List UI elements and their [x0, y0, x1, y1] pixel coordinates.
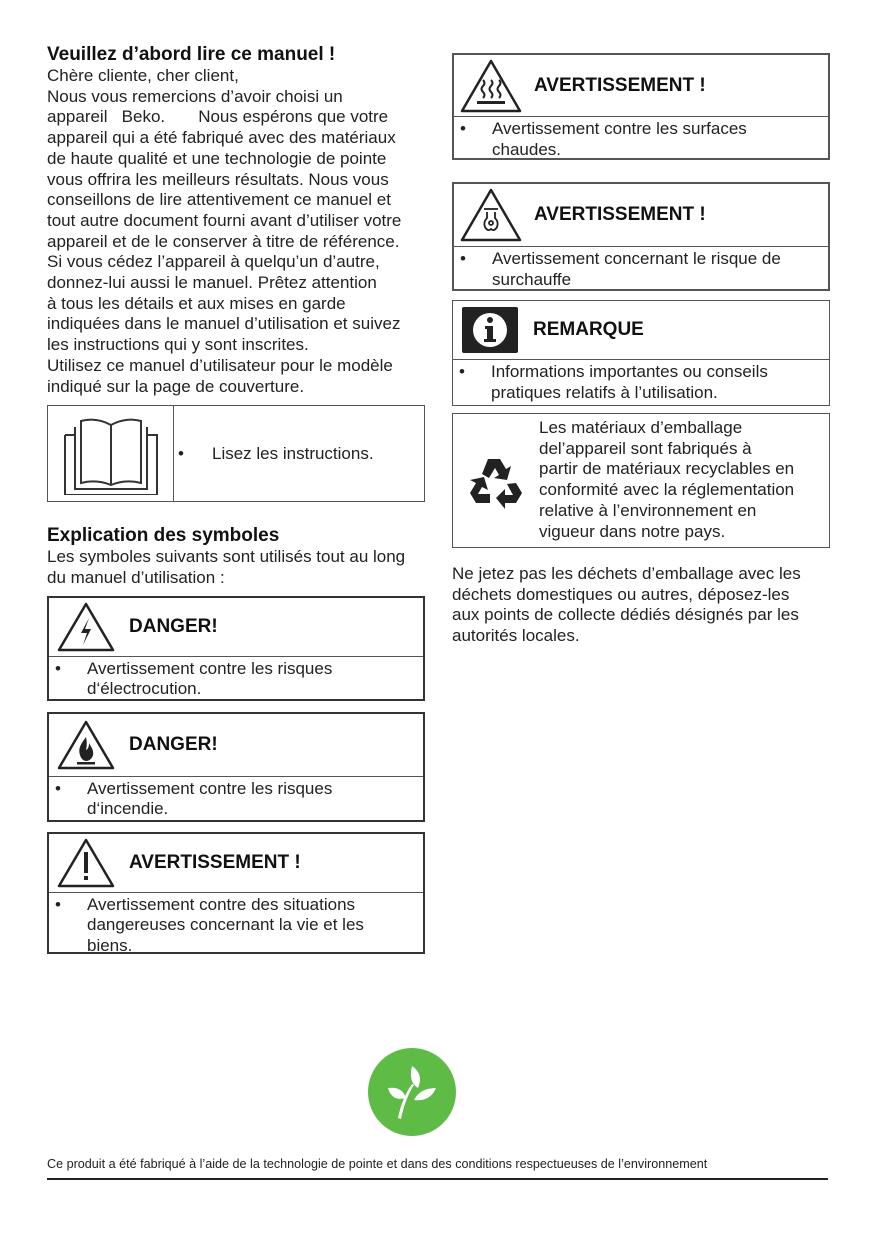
danger-fire-title: DANGER! — [129, 733, 218, 755]
intro-line: les instructions qui y sont inscrites. — [47, 335, 309, 355]
open-book-icon — [48, 406, 174, 501]
danger-fire-box — [47, 712, 425, 822]
box-line: d‘électrocution. — [87, 679, 202, 699]
note-box — [452, 300, 830, 406]
box-line: dangereuses concernant la vie et les — [87, 915, 364, 935]
intro-line: appareil et de le conserver à titre de référence. — [47, 231, 400, 251]
overheat-warning-icon — [454, 184, 528, 246]
read-bullet: • — [178, 443, 184, 463]
box-line: Avertissement contre des situations — [87, 894, 356, 914]
symbols-line: du manuel d’utilisation : — [47, 567, 225, 587]
bullet: • — [55, 658, 61, 678]
recycle-line: vigueur dans notre pays. — [539, 521, 726, 541]
exclamation-warning-icon — [49, 834, 123, 892]
intro-line: Chère cliente, cher client, — [47, 66, 239, 85]
footer-divider — [47, 1178, 828, 1180]
box-line: biens. — [87, 935, 133, 955]
fire-hazard-icon — [49, 714, 123, 776]
intro-text — [47, 66, 425, 397]
box-line: Avertissement contre les surfaces — [492, 119, 747, 138]
hot-surface-icon — [454, 55, 528, 116]
disposal-text — [452, 564, 830, 647]
box-line: surchauffe — [492, 269, 572, 289]
recycle-line: Les matériaux d’emballage — [539, 418, 743, 437]
bullet: • — [55, 894, 61, 914]
recycle-box — [452, 413, 830, 548]
left-column — [47, 44, 425, 954]
danger-electric-box — [47, 596, 425, 701]
bullet: • — [459, 362, 465, 381]
warning-general-box — [47, 832, 425, 954]
box-line: Avertissement contre les risques — [87, 778, 333, 798]
disposal-line: aux points de collecte dédiés désignés par les — [452, 605, 799, 625]
read-instructions-text: Lisez les instructions. — [212, 443, 374, 463]
intro-line: donnez-lui aussi le manuel. Prêtez attention — [47, 273, 377, 293]
note-title: REMARQUE — [533, 319, 644, 340]
warning-general-title: AVERTISSEMENT ! — [129, 851, 301, 873]
recycle-line: relative à l’environnement en — [539, 500, 757, 520]
disposal-line: déchets domestiques ou autres, déposez-les — [452, 584, 790, 604]
disposal-line: autorités locales. — [452, 626, 580, 646]
symbols-line: Les symboles suivants sont utilisés tout au long — [47, 547, 406, 567]
recycle-line: del’appareil sont fabriqués à — [539, 438, 752, 458]
recycle-line: conformité avec la réglementation — [539, 480, 795, 500]
eco-leaf-icon — [368, 1048, 456, 1136]
intro-heading: Veuillez d’abord lire ce manuel ! — [47, 44, 336, 65]
box-line: Avertissement contre les risques — [87, 658, 333, 678]
warning-hot-surface-box — [452, 53, 830, 160]
info-icon — [453, 301, 527, 359]
right-column — [452, 53, 830, 647]
warning-overheat-box — [452, 182, 830, 291]
bullet: • — [55, 778, 61, 798]
intro-line: Utilisez ce manuel d’utilisateur pour le modèle — [47, 355, 393, 375]
box-line: pratiques relatifs à l’utilisation. — [491, 382, 718, 402]
recycle-icon — [453, 414, 539, 547]
intro-line: de haute qualité et une technologie de pointe — [47, 148, 387, 168]
intro-line: Nous vous remercions d’avoir choisi un — [47, 86, 343, 106]
electric-hazard-icon — [49, 598, 123, 656]
footer-text: Ce produit a été fabriqué à l’aide de la technologie de pointe et dans des conditions respectueuses de l’environnement — [47, 1157, 708, 1171]
disposal-line: Ne jetez pas les déchets d’emballage avec les — [452, 564, 801, 583]
recycle-line: partir de matériaux recyclables en — [539, 459, 795, 479]
intro-line: Si vous cédez l’appareil à quelqu’un d’autre, — [47, 252, 380, 272]
intro-line: conseillons de lire attentivement ce manuel et — [47, 190, 391, 210]
read-instructions-box — [47, 405, 425, 502]
warning-hot-surface-title: AVERTISSEMENT ! — [534, 74, 706, 96]
box-line: d‘incendie. — [87, 799, 169, 819]
intro-line: tout autre document fourni avant d’utiliser votre — [47, 210, 402, 230]
intro-line: indiquées dans le manuel d’utilisation et suivez — [47, 314, 401, 334]
box-line: Avertissement concernant le risque de — [492, 249, 781, 268]
intro-line: appareil qui a été fabriqué avec des matériaux — [47, 128, 396, 148]
intro-line: vous offrira les meilleurs résultats. Nous vous — [47, 169, 389, 189]
warning-overheat-title: AVERTISSEMENT ! — [534, 204, 706, 225]
symbols-heading: Explication des symboles — [47, 525, 280, 547]
intro-line: à tous les détails et aux mises en garde — [47, 293, 346, 313]
box-line: Informations importantes ou conseils — [491, 362, 768, 381]
intro-line: appareil Beko. Nous espérons que votre — [47, 107, 389, 127]
intro-line: indiqué sur la page de couverture. — [47, 376, 305, 396]
bullet: • — [460, 119, 466, 138]
danger-electric-title: DANGER! — [129, 615, 218, 637]
bullet: • — [460, 249, 466, 268]
box-line: chaudes. — [492, 139, 561, 159]
